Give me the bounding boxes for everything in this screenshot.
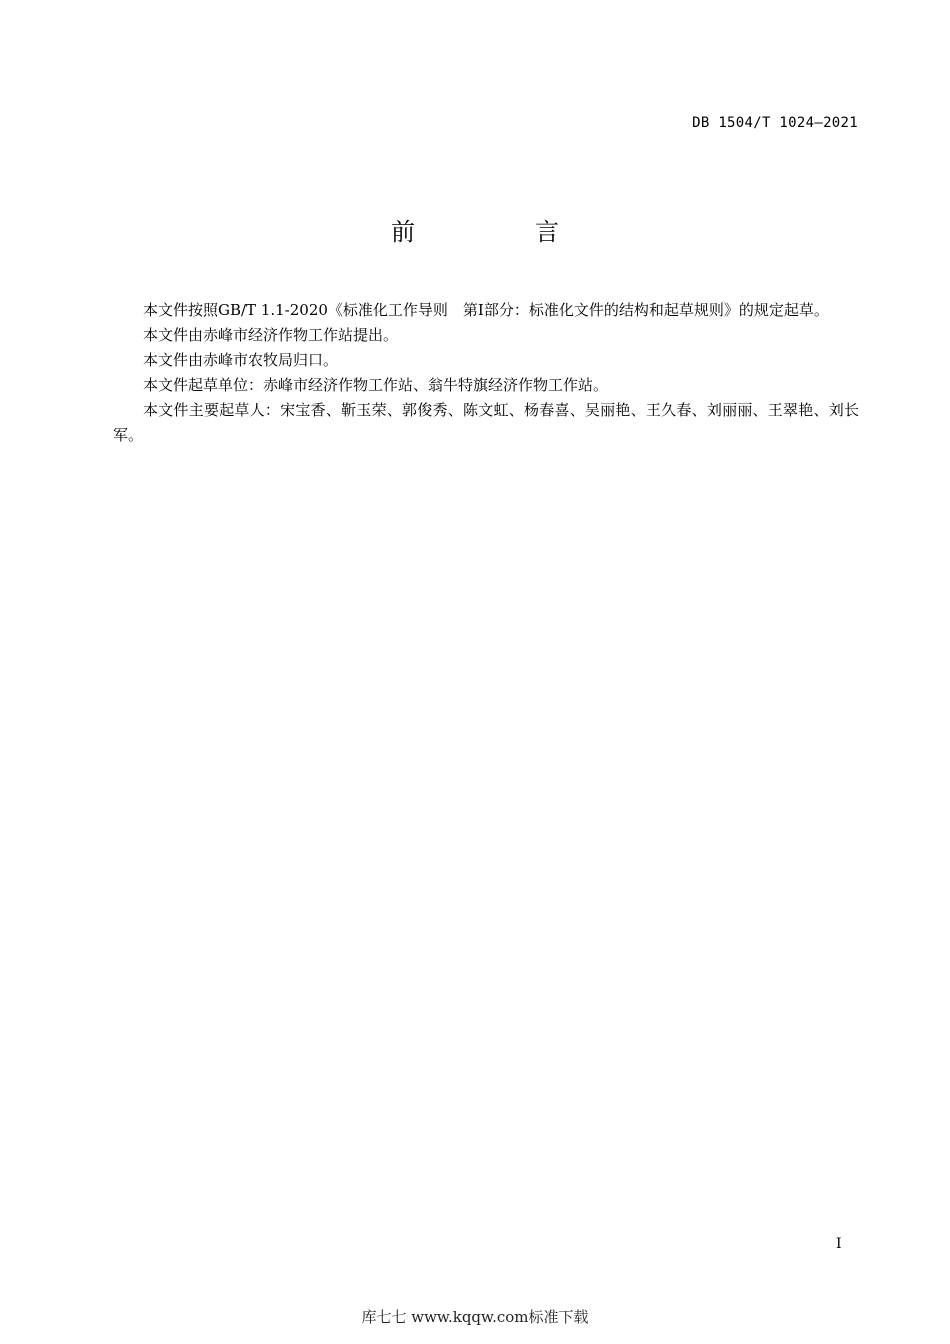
paragraph-drafters: 本文件主要起草人：宋宝香、靳玉荣、郭俊秀、陈文虹、杨春喜、吴丽艳、王久春、刘丽丽、王翠艳、刘长军。: [113, 401, 859, 444]
paragraph-drafting-units: 本文件起草单位：赤峰市经济作物工作站、翁牛特旗经济作物工作站。: [143, 376, 609, 394]
document-code: DB 1504/T 1024—2021: [692, 115, 858, 131]
paragraph-administrator: 本文件由赤峰市农牧局归口。: [143, 351, 339, 369]
paragraph-proposer: 本文件由赤峰市经济作物工作站提出。: [143, 326, 399, 344]
paragraph-drafting-basis: 本文件按照GB/T 1.1-2020《标准化工作导则 第I部分：标准化文件的结构和起草规则》的规定起草。: [143, 301, 829, 319]
preface-body: [113, 298, 859, 448]
watermark-text: 库七七 www.kqqw.com标准下载: [361, 1308, 589, 1326]
page-number: I: [836, 1236, 842, 1252]
page-title: 前 言: [391, 218, 607, 246]
